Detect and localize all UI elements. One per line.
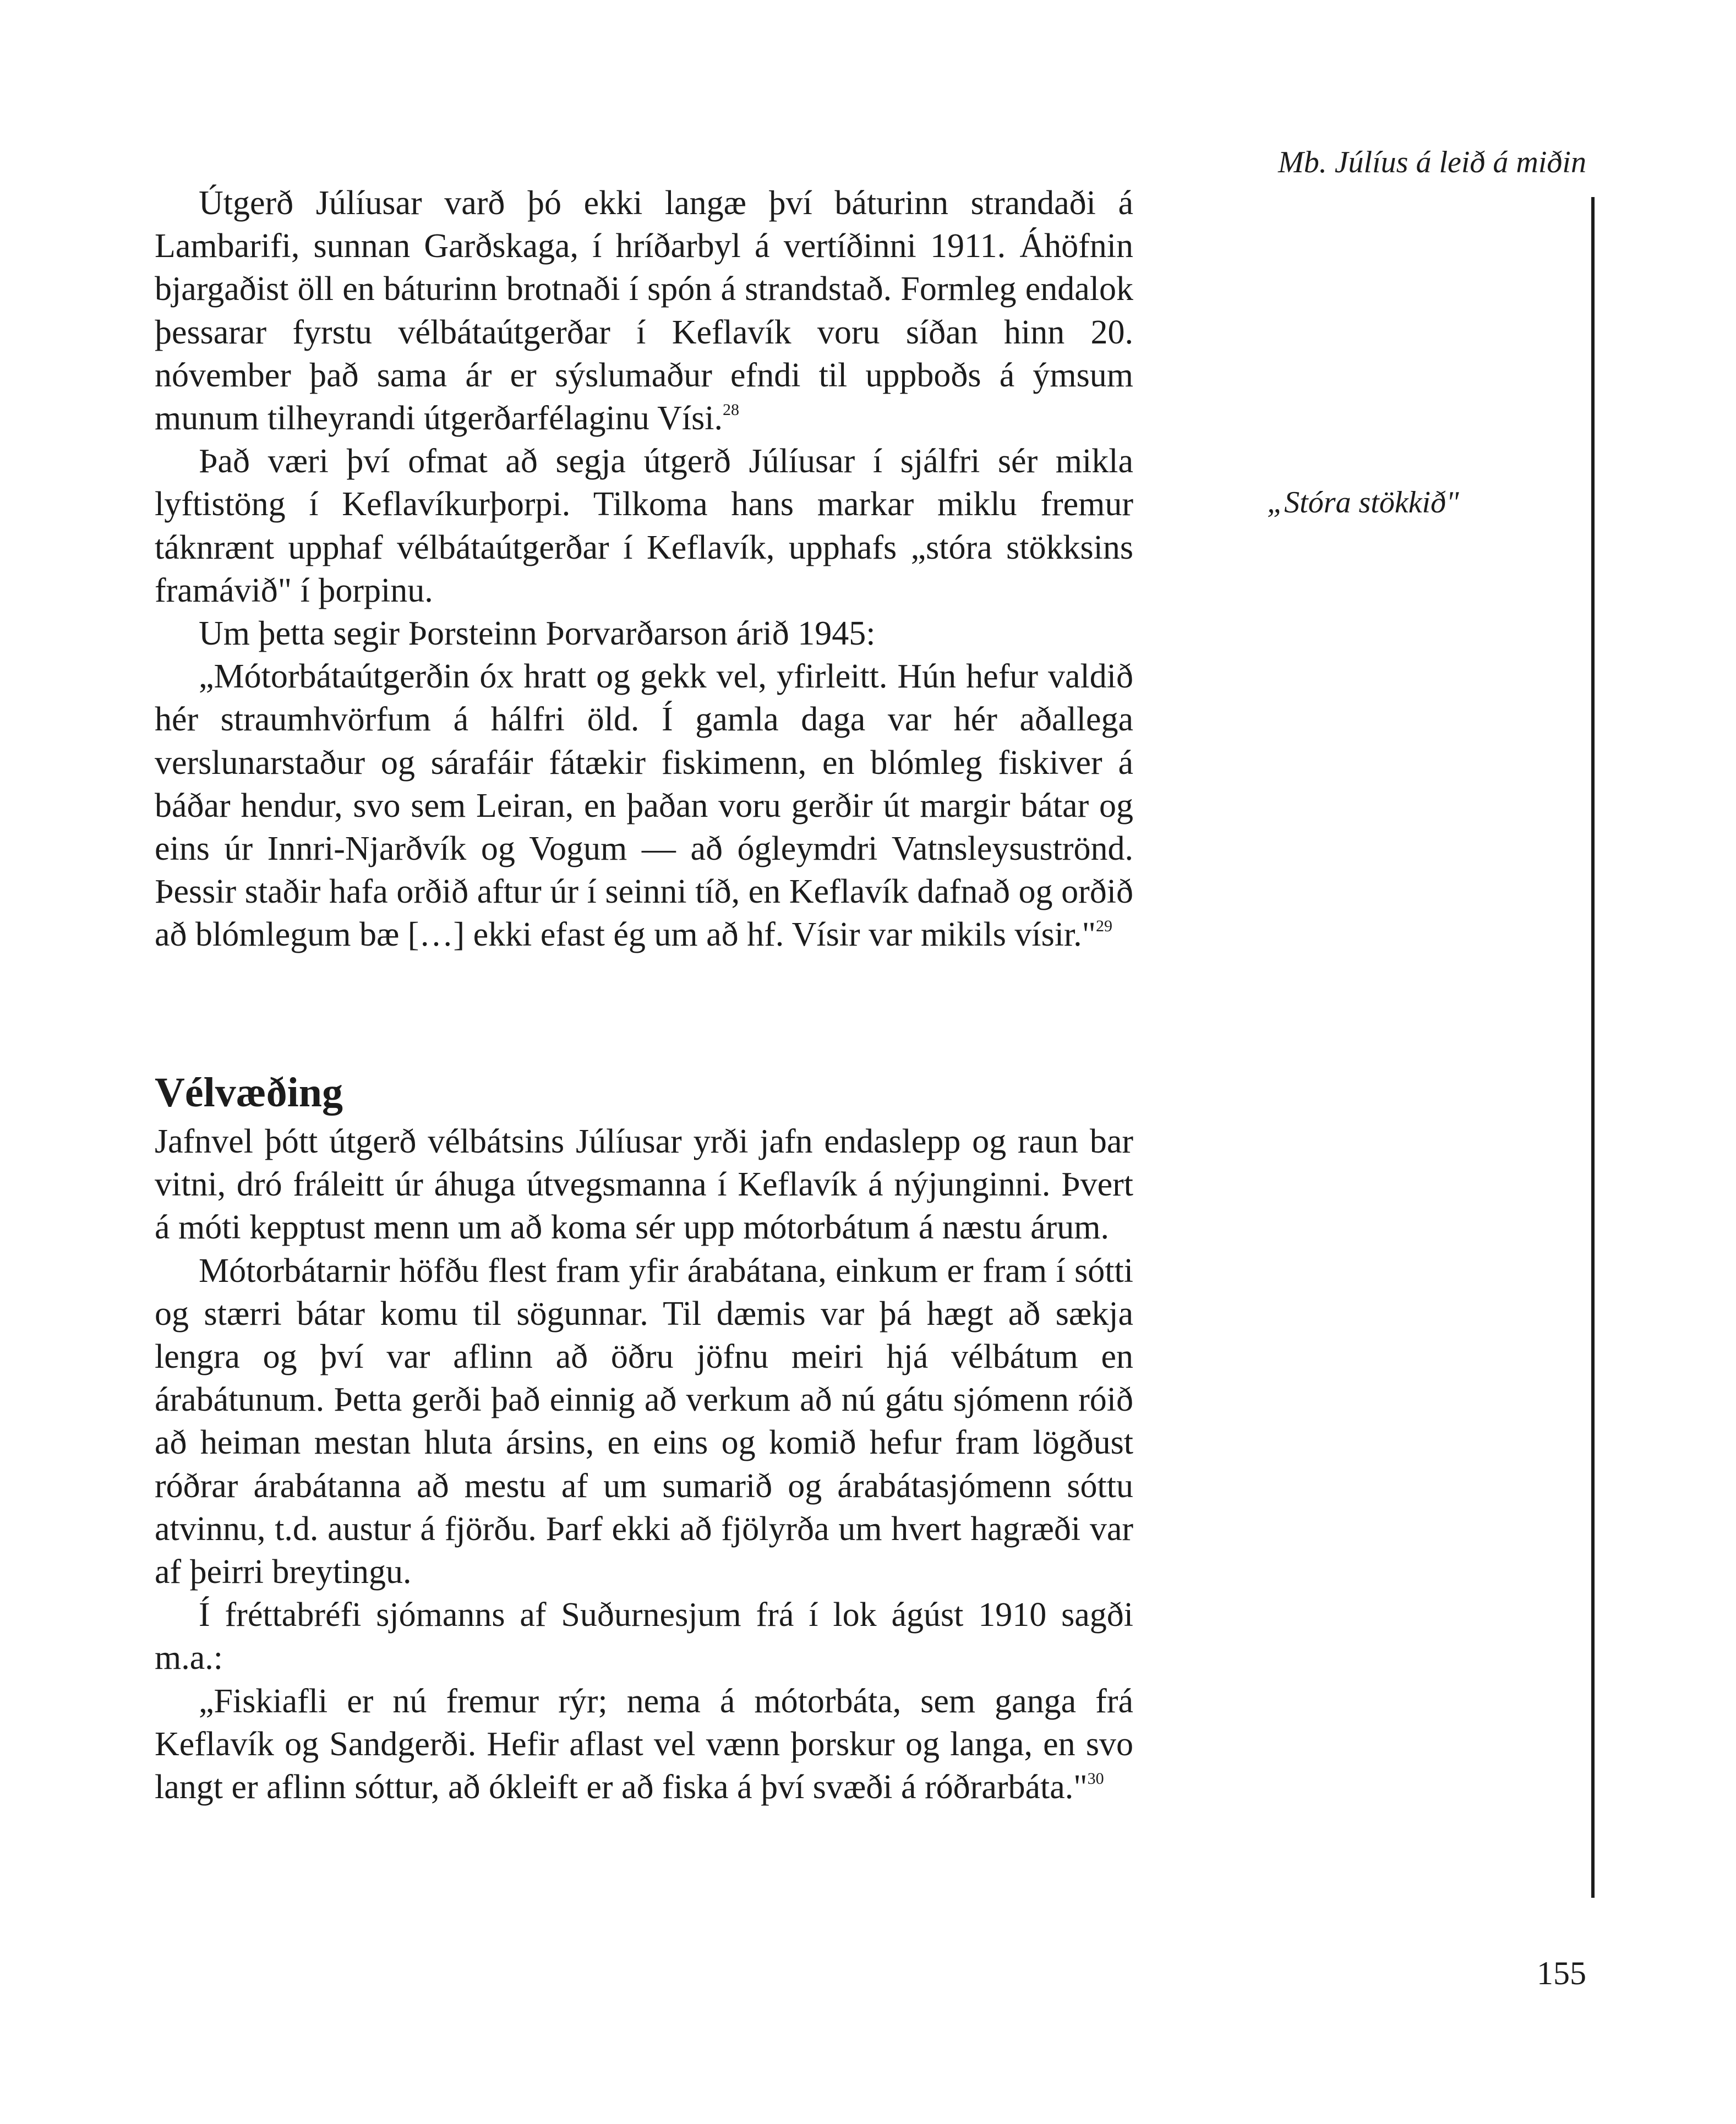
body-text-section	[155, 1065, 1133, 1809]
running-head: Mb. Júlíus á leið á miðin	[1278, 145, 1586, 179]
footnote-ref: 30	[1087, 1770, 1104, 1788]
paragraph-text: Um þetta segir Þorsteinn Þorvarðarson árið 1945:	[199, 615, 876, 653]
page-number: 155	[1537, 1955, 1586, 1991]
margin-rule	[1591, 197, 1595, 1898]
section-heading: Vélvæðing	[155, 1069, 343, 1116]
paragraph	[155, 655, 1133, 956]
body-text-top	[155, 182, 1133, 957]
footnote-ref: 28	[722, 401, 739, 419]
paragraph-text: „Mótorbátaútgerðin óx hratt og gekk vel, yfirleitt. Hún hefur valdið hér straumhvörfum á hálfri öld. Í gamla daga var hér aðallega verslunarstaður og sárafáir fátækir fiskimenn, en blómleg fiskiver á báðar hendur, svo sem Leiran, en þaðan voru gerðir út margir bátar og eins úr Innri-Njarðvík og Vogum — að ógleymdri Vatnsleysuströnd. Þessir staðir hafa orðið aftur úr í seinni tíð, en Keflavík dafnað og orðið að blómlegum bæ […] ekki efast ég um að hf. Vísir var mikils vísir."	[155, 658, 1133, 954]
paragraph-text: Jafnvel þótt útgerð vélbátsins Júlíusar yrði jafn endaslepp og raun bar vitni, dró fráleitt úr áhuga útvegsmanna í Keflavík á nýjunginni. Þvert á móti kepptust menn um að koma sér upp mótorbátum á næstu árum.	[155, 1123, 1133, 1247]
paragraph	[155, 1593, 1133, 1679]
paragraph	[155, 182, 1133, 440]
paragraph	[155, 1680, 1133, 1809]
paragraph-text: Það væri því ofmat að segja útgerð Júlíusar í sjálfri sér mikla lyftistöng í Keflavíkurþorpi. Tilkoma hans markar miklu fremur táknrænt upphaf vélbátaútgerðar í Keflavík, upphafs „stóra stökksins framávið" í þorpinu.	[155, 443, 1133, 609]
paragraph-text: Í fréttabréfi sjómanns af Suðurnesjum frá í lok ágúst 1910 sagði m.a.:	[155, 1596, 1133, 1677]
footnote-ref: 29	[1095, 917, 1112, 936]
paragraph-text: Mótorbátarnir höfðu flest fram yfir árabátana, einkum er fram í sótti og stærri bátar komu til sögunnar. Til dæmis var þá hægt að sækja lengra og því var aflinn að öðru jöfnu meiri hjá vélbátum en árabátunum. Þetta gerði það einnig að verkum að nú gátu sjómenn róið að heiman mestan hluta ársins, en eins og komið hefur fram lögðust róðrar árabátanna að mestu af um sumarið og árabátasjómenn sóttu atvinnu, t.d. austur á fjörðu. Þarf ekki að fjölyrða um hvert hagræði var af þeirri breytingu.	[155, 1252, 1133, 1591]
margin-note: „Stóra stökkið"	[1267, 485, 1459, 520]
paragraph	[155, 612, 1133, 655]
paragraph	[155, 440, 1133, 612]
paragraph	[155, 1120, 1133, 1249]
paragraph	[155, 1249, 1133, 1594]
paragraph-text: „Fiskiafli er nú fremur rýr; nema á mótorbáta, sem ganga frá Keflavík og Sandgerði. Hefir aflast vel vænn þorskur og langa, en svo langt er aflinn sóttur, að ókleift er að fiska á því svæði á róðrarbáta."	[155, 1682, 1133, 1806]
paragraph-text: Útgerð Júlíusar varð þó ekki langæ því báturinn strandaði á Lambarifi, sunnan Garðskaga, í hríðarbyl á vertíðinni 1911. Áhöfnin bjargaðist öll en báturinn brotnaði í spón á strandstað. Formleg endalok þessarar fyrstu vélbátaútgerðar í Keflavík voru síðan hinn 20. nóvember það sama ár er sýslumaður efndi til uppboðs á ýmsum munum tilheyrandi útgerðarfélaginu Vísi.	[155, 184, 1133, 438]
